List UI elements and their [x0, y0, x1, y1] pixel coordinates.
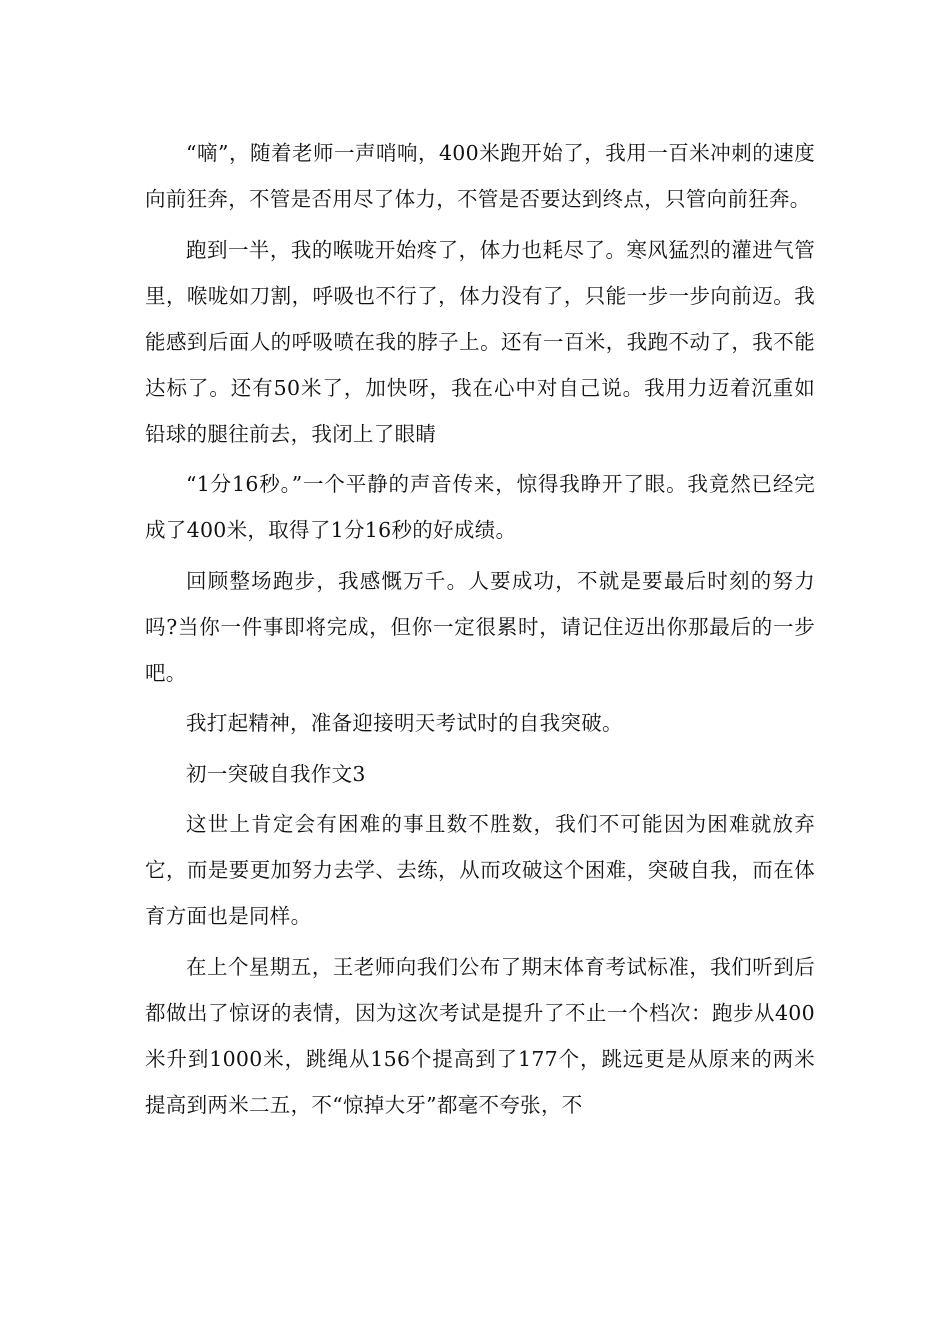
paragraph-race-start: “嘀”，随着老师一声哨响，400米跑开始了，我用一百米冲刺的速度向前狂奔，不管是否用尽了体力，不管是否要达到终点，只管向前狂奔。 [145, 141, 815, 211]
essay-body [145, 130, 815, 1132]
paragraph-pe-standards: 在上个星期五，王老师向我们公布了期末体育考试标准，我们听到后都做出了惊讶的表情，因为这次考试是提升了不止一个档次：跑步从400米升到1000米，跳绳从156个提高到了177个，跳远更是从原来的两米提高到两米二五，不“惊掉大牙”都毫不夸张，不 [145, 954, 815, 1117]
paragraph-halfway: 跑到一半，我的喉咙开始疼了，体力也耗尽了。寒风猛烈的灌进气管里，喉咙如刀割，呼吸也不行了，体力没有了，只能一步一步向前迈。我能感到后面人的呼吸喷在我的脖子上。还有一百米，我跑不动了，我不能达标了。还有50米了，加快呀，我在心中对自己说。我用力迈着沉重如铅球的腿往前去，我闭上了眼睛 [145, 237, 815, 446]
essay-title: 初一突破自我作文3 [186, 761, 366, 786]
paragraph-difficulties: 这世上肯定会有困难的事且数不胜数，我们不可能因为困难就放弃它，而是要更加努力去学、去练，从而攻破这个困难，突破自我，而在体育方面也是同样。 [145, 812, 815, 928]
paragraph-resolve: 我打起精神，准备迎接明天考试时的自我突破。 [186, 711, 623, 735]
paragraph-finish-time: “1分16秒。”一个平静的声音传来，惊得我睁开了眼。我竟然已经完成了400米，取得了1分16秒的好成绩。 [145, 472, 815, 542]
paragraph-reflection: 回顾整场跑步，我感慨万千。人要成功，不就是要最后时刻的努力吗?当你一件事即将完成，但你一定很累时，请记住迈出你那最后的一步吧。 [145, 568, 815, 685]
